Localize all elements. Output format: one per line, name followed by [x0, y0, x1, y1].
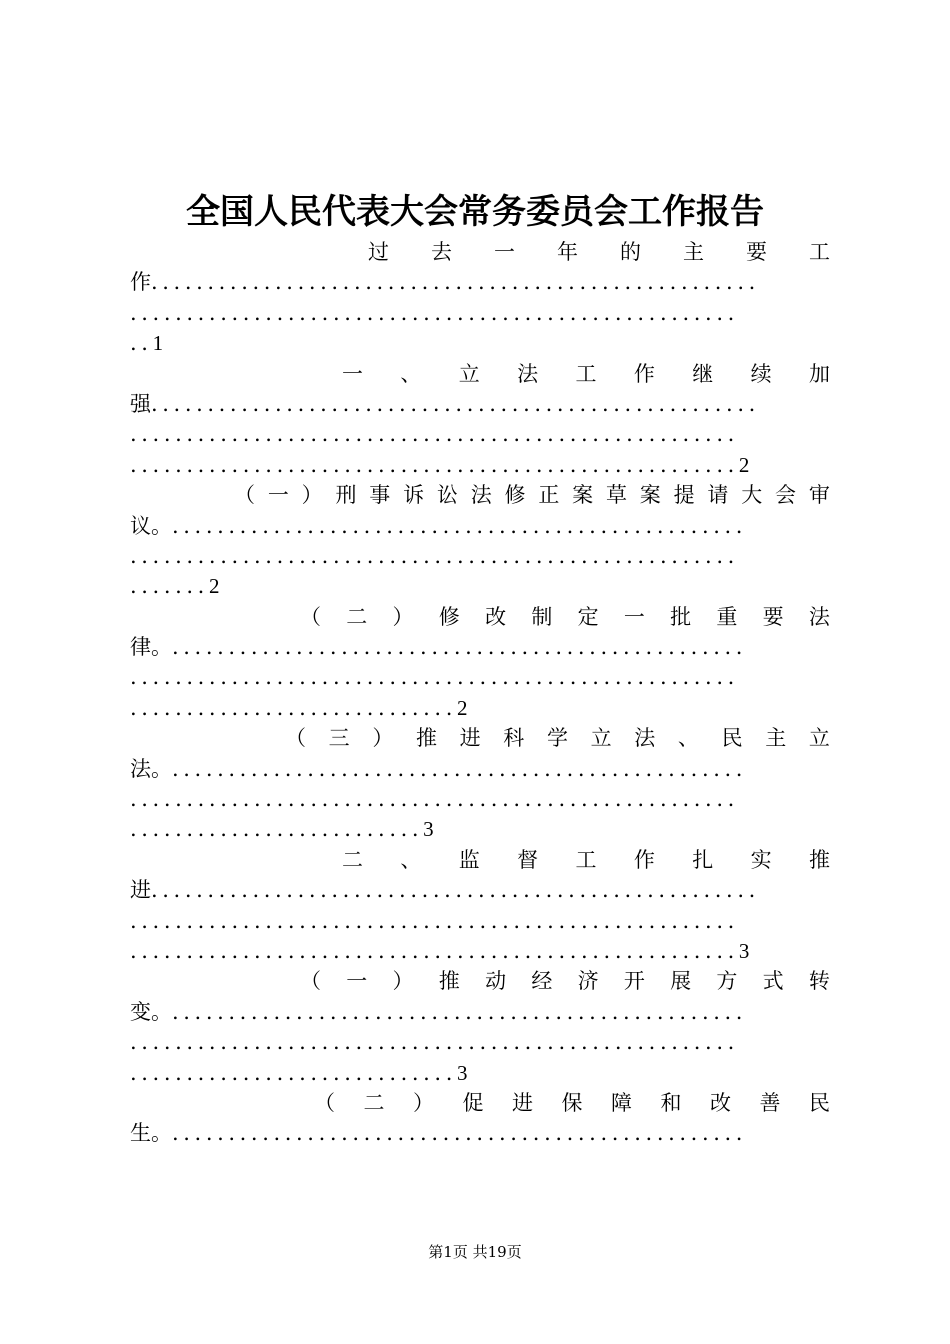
document-title: 全国人民代表大会常务委员会工作报告 [186, 192, 764, 232]
toc-heading-char: 一 [342, 361, 363, 386]
toc-heading-char: 诉 [403, 483, 425, 508]
toc-heading-char: 一 [623, 604, 645, 629]
toc-entry-heading [368, 237, 830, 267]
toc-heading-char: 民 [809, 1090, 830, 1115]
toc-heading-char: 批 [670, 604, 692, 629]
toc-heading-char: 事 [369, 483, 391, 508]
toc-heading-char: 的 [620, 240, 641, 264]
toc-heading-char: 加 [809, 361, 830, 386]
toc-heading-char: 和 [660, 1090, 682, 1115]
toc-heading-char: 开 [623, 969, 645, 994]
toc-entry-heading [342, 845, 830, 875]
toc-entry-heading [300, 966, 830, 996]
toc-heading-char: 动 [485, 969, 507, 994]
toc-entry[interactable] [130, 723, 830, 845]
toc-heading-char: 制 [531, 604, 553, 629]
toc-heading-char: 立 [458, 361, 480, 386]
toc-heading-char: 过 [368, 240, 389, 264]
dot-leader: ...................................................... [130, 422, 739, 447]
toc-heading-char: 法 [634, 726, 656, 751]
toc-heading-tail: 议。 [130, 513, 172, 538]
dot-leader: ...................................................... [130, 452, 739, 477]
toc-heading-char: 立 [808, 726, 830, 751]
dot-leader: ................................................... [172, 1121, 748, 1146]
toc-heading-char: 继 [692, 361, 714, 386]
toc-heading-char: 草 [605, 483, 627, 508]
toc-entry[interactable] [130, 845, 830, 967]
toc-heading-char: 刑 [335, 483, 357, 508]
toc-entry[interactable] [130, 237, 830, 359]
toc-heading-tail: 律。 [130, 635, 172, 660]
toc-heading-char: 、 [400, 847, 422, 872]
page-footer: 第1页 共19页 [428, 1243, 522, 1261]
toc-heading-char: 要 [746, 240, 767, 264]
toc-heading-char: 案 [572, 483, 594, 508]
toc-heading-tail: 法。 [130, 756, 172, 781]
toc-page-number: 2 [738, 452, 750, 477]
toc-heading-char: 正 [538, 483, 560, 508]
dot-leader: ............................. [130, 695, 457, 720]
toc-entry-heading [234, 480, 830, 510]
toc-heading-char: 工 [575, 847, 597, 872]
toc-heading-char: 工 [575, 361, 597, 386]
toc-heading-char: （ [300, 604, 321, 629]
toc-heading-char: 民 [721, 726, 743, 751]
toc-heading-char: 改 [710, 1090, 731, 1115]
dot-leader: ....... [130, 574, 209, 599]
dot-leader: ...................................................... [130, 300, 739, 325]
toc-heading-char: 二 [363, 1090, 385, 1115]
toc-heading-char: 障 [611, 1090, 632, 1115]
toc-heading-tail: 进 [130, 878, 151, 903]
dot-leader: ...................................................... [151, 391, 760, 416]
toc-heading-char: （ [285, 726, 306, 751]
toc-heading-char: 式 [762, 969, 784, 994]
toc-heading-char: 法 [517, 361, 539, 386]
toc-heading-char: 案 [639, 483, 661, 508]
toc-heading-char: 大 [741, 483, 763, 508]
toc-page-number: 1 [152, 331, 164, 356]
toc-entry[interactable] [130, 966, 830, 1088]
toc-heading-char: 扎 [692, 847, 714, 872]
toc-heading-char: 作 [633, 361, 655, 386]
toc-heading-char: 定 [577, 604, 599, 629]
toc-heading-char: 去 [431, 240, 452, 264]
toc-heading-char: 请 [707, 483, 729, 508]
toc-heading-char: 重 [716, 604, 738, 629]
toc-heading-char: 法 [808, 604, 830, 629]
toc-heading-char: （ [234, 483, 255, 508]
toc-heading-char: 工 [809, 240, 830, 264]
toc-entry[interactable] [130, 602, 830, 724]
dot-leader: ...................................................... [151, 878, 760, 903]
dot-leader: .. [130, 331, 153, 356]
toc-heading-char: 推 [438, 969, 460, 994]
toc-heading-char: 实 [750, 847, 772, 872]
toc-heading-char: 学 [546, 726, 568, 751]
toc-entry[interactable] [130, 359, 830, 481]
toc-page-number: 2 [208, 574, 220, 599]
toc-heading-char: 推 [415, 726, 437, 751]
toc-heading-char: 作 [633, 847, 655, 872]
toc-heading-char: 二 [342, 847, 363, 872]
toc-heading-char: 会 [775, 483, 796, 508]
toc-heading-char: 续 [750, 361, 772, 386]
toc-page-number: 2 [456, 695, 468, 720]
toc-heading-char: 三 [328, 726, 350, 751]
toc-heading-char: 提 [673, 483, 695, 508]
toc-heading-char: 监 [458, 847, 480, 872]
toc-heading-char: 主 [683, 240, 704, 264]
toc-heading-char: 主 [765, 726, 787, 751]
toc-heading-char: 修 [504, 483, 526, 508]
toc-heading-char: 、 [400, 361, 422, 386]
dot-leader: ...................................................... [130, 1030, 739, 1055]
dot-leader: ...................................................... [130, 543, 739, 568]
toc-heading-tail: 变。 [130, 999, 172, 1024]
toc-heading-char: ） [392, 604, 414, 629]
toc-entry[interactable] [130, 480, 830, 602]
toc-heading-char: ） [301, 483, 323, 508]
toc-heading-char: 转 [808, 969, 830, 994]
dot-leader: ...................................................... [130, 787, 739, 812]
toc-heading-tail: 作 [130, 270, 151, 295]
toc-heading-char: 进 [512, 1090, 533, 1115]
toc-page-number: 3 [456, 1060, 468, 1085]
toc-heading-char: 要 [762, 604, 784, 629]
toc-heading-tail: 生。 [130, 1121, 172, 1146]
toc-page-number: 3 [423, 817, 434, 842]
toc-heading-char: ） [392, 969, 414, 994]
toc-heading-char: （ [300, 969, 321, 994]
dot-leader: ................................................... [172, 756, 748, 781]
dot-leader: ............................. [130, 1060, 457, 1085]
toc-heading-char: 讼 [436, 483, 458, 508]
toc-heading-char: 推 [809, 847, 830, 872]
toc-heading-char: 一 [346, 969, 368, 994]
toc-heading-char: 法 [470, 483, 492, 508]
toc-heading-char: 审 [808, 483, 830, 508]
toc-heading-char: 督 [517, 847, 539, 872]
toc-heading-char: 科 [503, 726, 525, 751]
dot-leader: ................................................... [172, 999, 748, 1024]
toc-heading-tail: 强 [130, 391, 151, 416]
toc-heading-char: 进 [459, 726, 481, 751]
dot-leader: .......................... [130, 817, 424, 842]
dot-leader: ...................................................... [130, 908, 739, 933]
toc-heading-char: 一 [494, 240, 515, 264]
toc-heading-char: 立 [590, 726, 612, 751]
toc-heading-char: 促 [462, 1090, 484, 1115]
toc-page-number: 3 [738, 938, 750, 963]
dot-leader: ................................................... [172, 635, 748, 660]
toc-entry-heading [314, 1088, 830, 1118]
toc-entry-heading [285, 723, 830, 753]
dot-leader: ...................................................... [130, 665, 739, 690]
toc-heading-char: （ [314, 1090, 335, 1115]
toc-heading-char: 修 [438, 604, 460, 629]
toc-heading-char: 方 [716, 969, 738, 994]
toc-entry-heading [342, 359, 830, 389]
toc-heading-char: 经 [531, 969, 553, 994]
toc-heading-char: 年 [557, 240, 578, 264]
dot-leader: ...................................................... [151, 270, 760, 295]
toc-heading-char: 二 [346, 604, 368, 629]
toc-heading-char: 保 [561, 1090, 583, 1115]
toc-entry-heading [300, 602, 830, 632]
toc-heading-char: 济 [577, 969, 599, 994]
toc-heading-char: ） [372, 726, 394, 751]
toc-entry[interactable] [130, 1088, 830, 1149]
toc-heading-char: 改 [485, 604, 507, 629]
dot-leader: ...................................................... [130, 938, 739, 963]
toc-heading-char: 展 [670, 969, 692, 994]
dot-leader: ................................................... [172, 513, 748, 538]
table-of-contents [130, 237, 830, 1149]
toc-heading-char: 善 [759, 1090, 781, 1115]
toc-heading-char: ） [413, 1090, 434, 1115]
toc-heading-char: 一 [267, 483, 289, 508]
toc-heading-char: 、 [677, 726, 699, 751]
